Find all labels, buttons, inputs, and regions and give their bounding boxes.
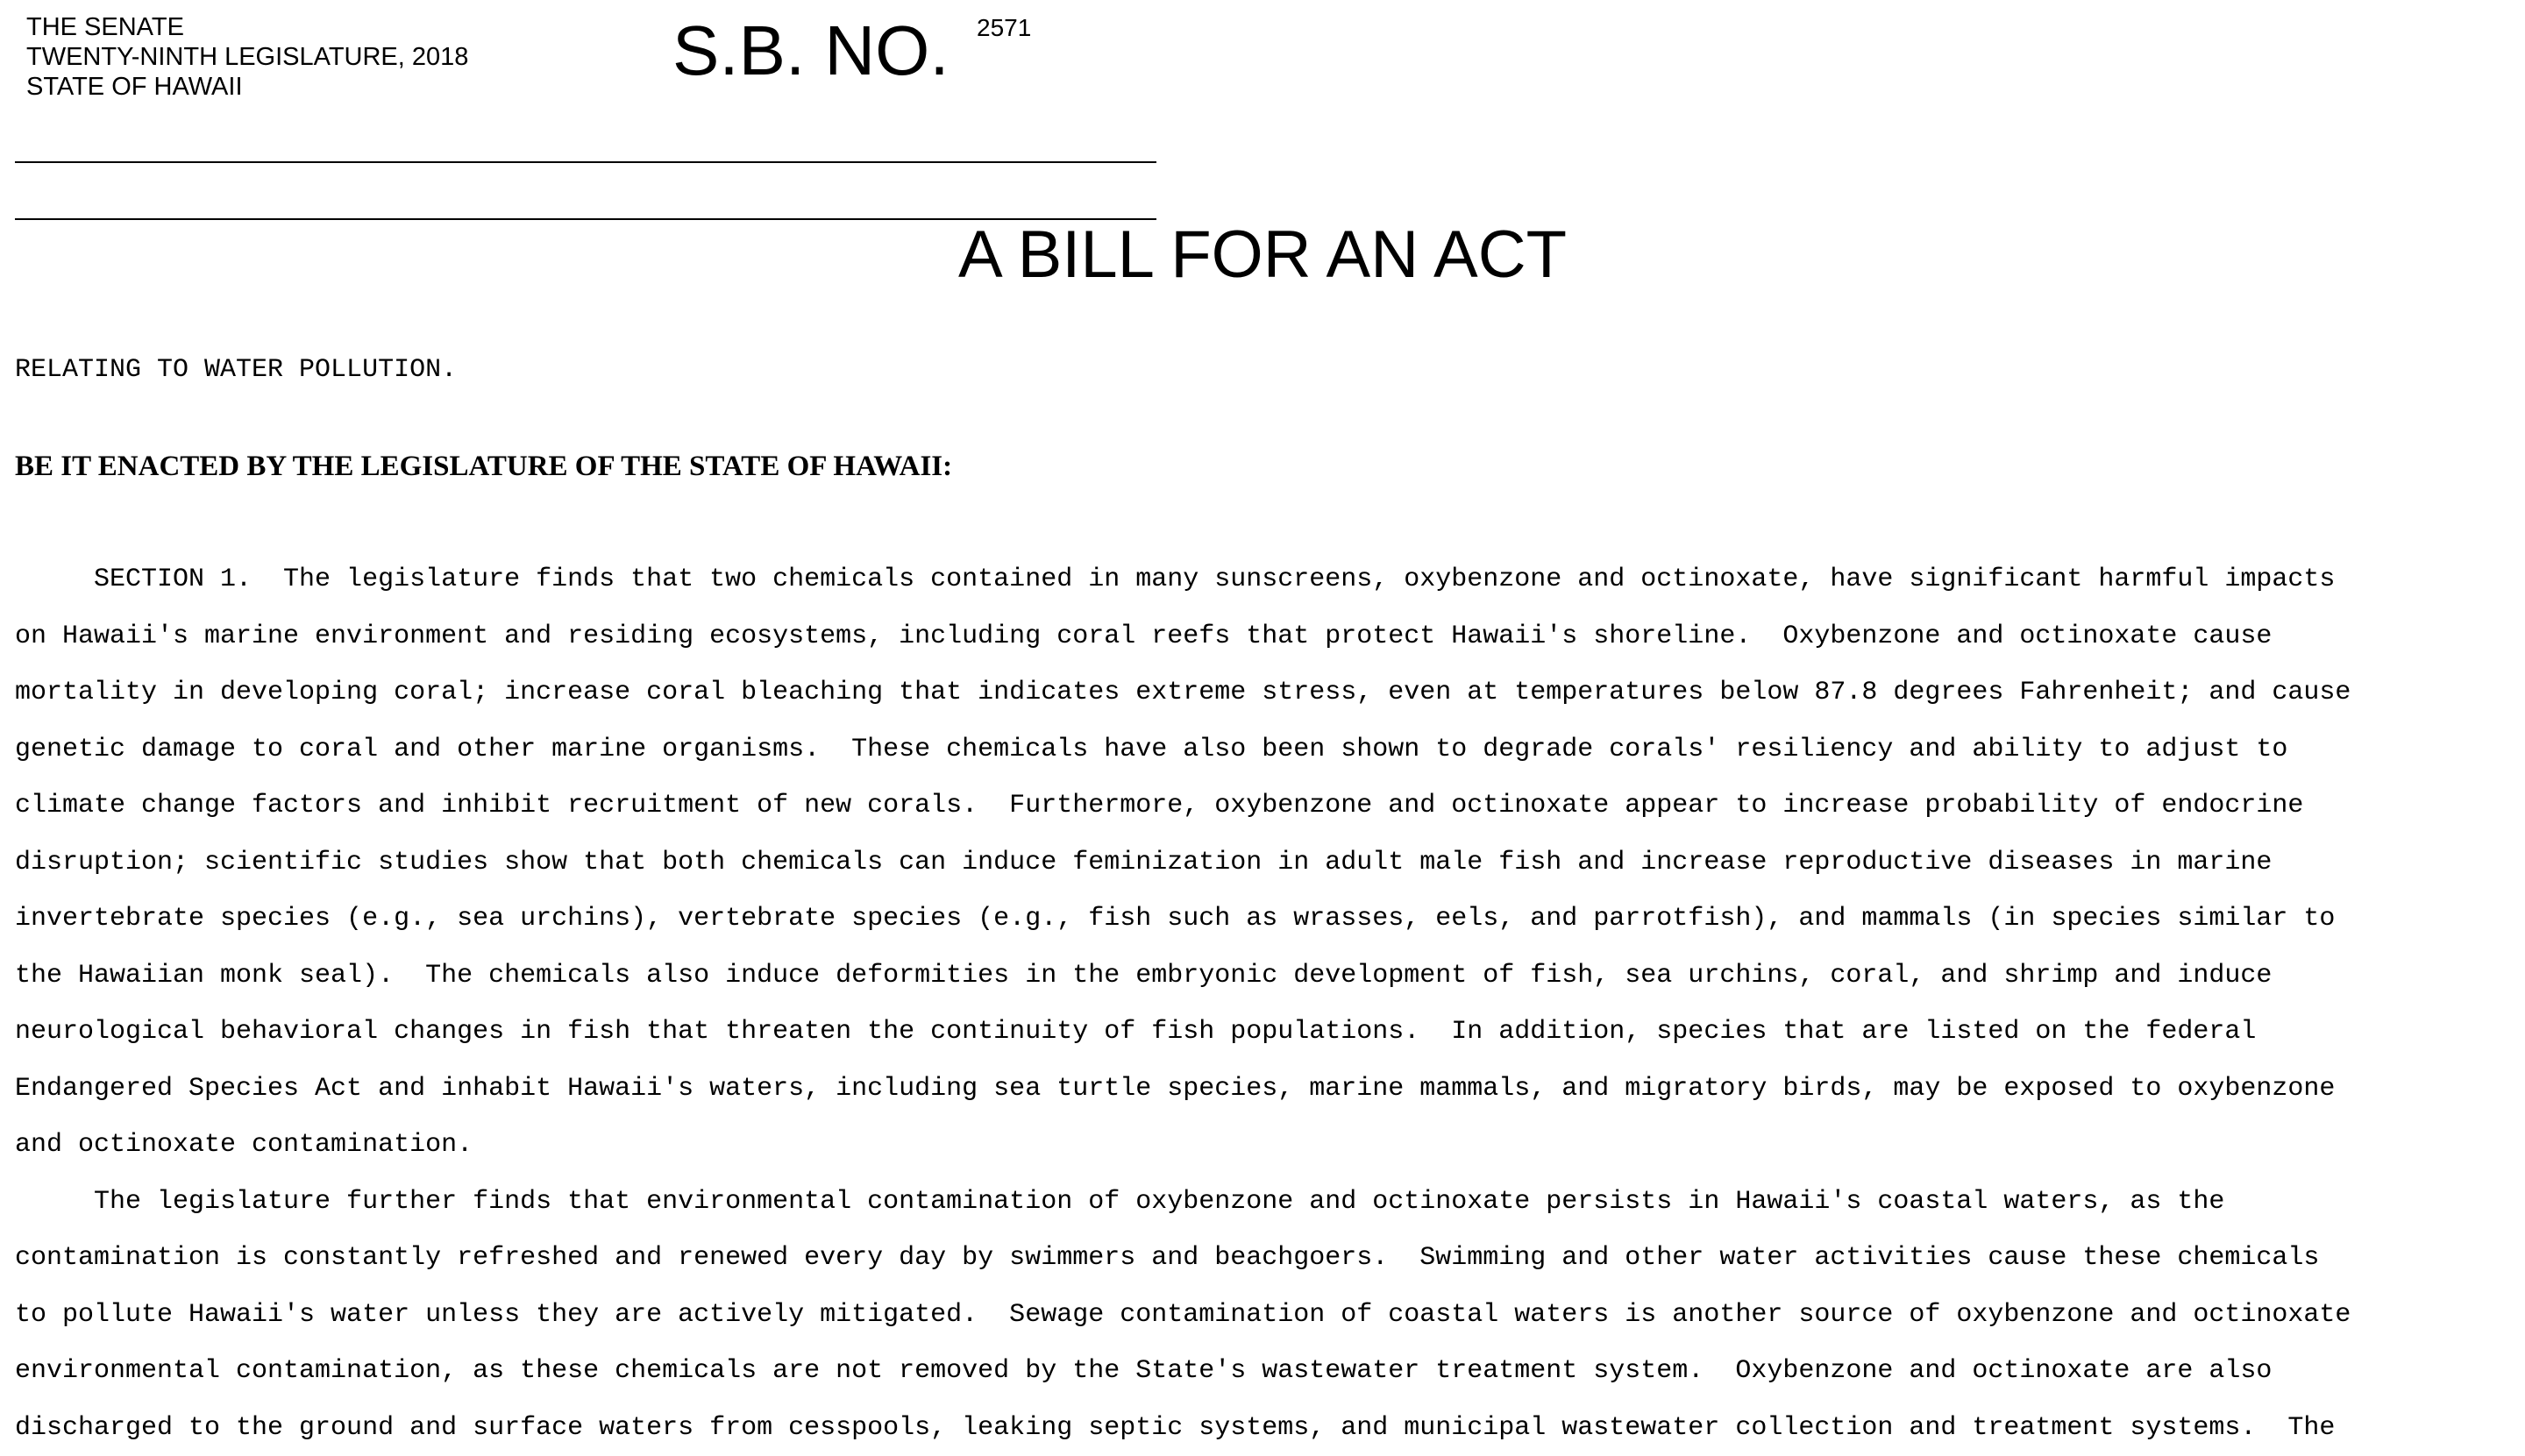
bill-label: S.B. NO. [672,9,950,93]
body-line: neurological behavioral changes in fish that threaten the continuity of fish populations. In addition, species that are listed on the federal [15,1004,2522,1061]
header-block [26,12,468,102]
bill-title: A BILL FOR AN ACT [0,215,2525,295]
body-line: on Hawaii's marine environment and residing ecosystems, including coral reefs that protect Hawaii's shoreline. Oxybenzone and octinoxate cause [15,608,2522,665]
body-line: invertebrate species (e.g., sea urchins), vertebrate species (e.g., fish such as wrasses, eels, and parrotfish), and mammals (in species similar to [15,891,2522,948]
body-line: environmental contamination, as these chemicals are not removed by the State's wastewater treatment system. Oxybenzone and octinoxate are also [15,1343,2522,1400]
body-line: SECTION 1. The legislature finds that two chemicals contained in many sunscreens, oxybenzone and octinoxate, have significant harmful impacts [15,551,2522,608]
body-line: The legislature further finds that environmental contamination of oxybenzone and octinoxate persists in Hawaii's coastal waters, as the [15,1174,2522,1231]
body-line: and octinoxate contamination. [15,1117,2522,1174]
header-rule-top [15,161,1156,163]
body-line: discharged to the ground and surface waters from cesspools, leaking septic systems, and municipal wastewater collection and treatment systems. The [15,1400,2522,1456]
body-line: climate change factors and inhibit recruitment of new corals. Furthermore, oxybenzone and octinoxate appear to increase probability of endocrine [15,778,2522,835]
body-line: the Hawaiian monk seal). The chemicals also induce deformities in the embryonic development of fish, sea urchins, coral, and shrimp and induce [15,948,2522,1005]
chamber-label: THE SENATE [26,12,468,42]
body-line: to pollute Hawaii's water unless they are actively mitigated. Sewage contamination of coastal waters is another source of oxybenzone and octinoxate [15,1287,2522,1344]
body-line: contamination is constantly refreshed and renewed every day by swimmers and beachgoers. Swimming and other water activities cause these chemicals [15,1230,2522,1287]
legislature-label: TWENTY-NINTH LEGISLATURE, 2018 [26,42,468,72]
body-line: Endangered Species Act and inhabit Hawaii's waters, including sea turtle species, marine mammals, and migratory birds, may be exposed to oxybenzone [15,1061,2522,1118]
body-line: genetic damage to coral and other marine organisms. These chemicals have also been shown to degrade corals' resiliency and ability to adjust to [15,721,2522,778]
bill-body [15,551,2522,1456]
body-line: mortality in developing coral; increase coral bleaching that indicates extreme stress, even at temperatures below 87.8 degrees Fahrenheit; and cause [15,664,2522,721]
enacting-clause: BE IT ENACTED BY THE LEGISLATURE OF THE STATE OF HAWAII: [15,449,952,484]
bill-number: 2571 [977,14,1031,42]
relating-clause: RELATING TO WATER POLLUTION. [15,353,457,387]
body-line: disruption; scientific studies show that both chemicals can induce feminization in adult male fish and increase reproductive diseases in marine [15,835,2522,891]
state-label: STATE OF HAWAII [26,72,468,102]
